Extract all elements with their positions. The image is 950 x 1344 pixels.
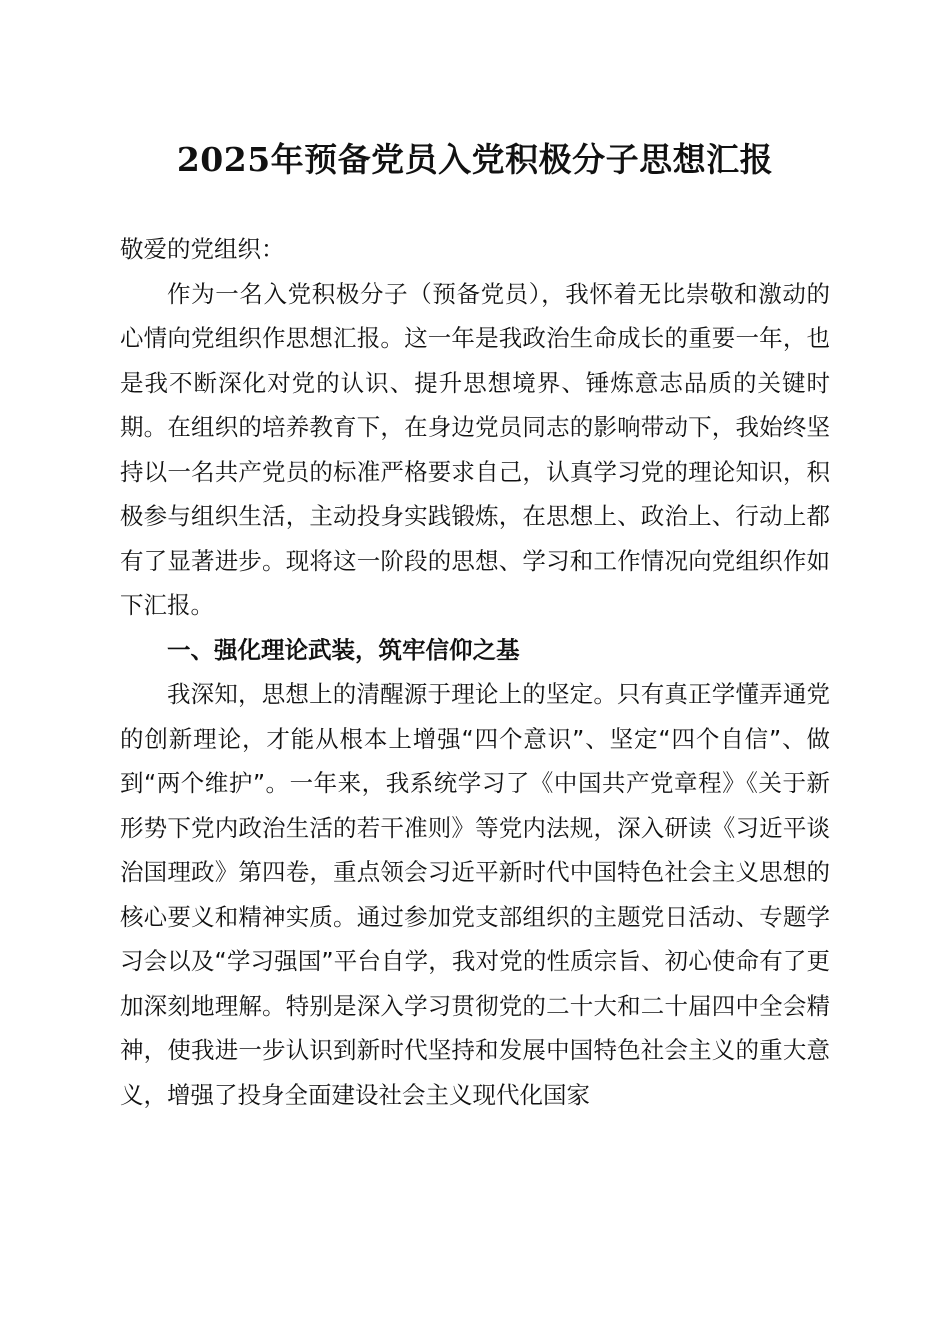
salutation: 敬爱的党组织： [120, 235, 285, 263]
section-heading-1: 一、强化理论武装，筑牢信仰之基 [167, 635, 520, 664]
document-title: 2025年预备党员入党积极分子思想汇报 [176, 140, 774, 179]
paragraph-theory: 我深知，思想上的清醒源于理论上的坚定。只有真正学懂弄通党的创新理论，才能从根本上增强“四个意识”、坚定“四个自信”、做到“两个维护”。一年来，我系统学习了《中国共产党章程》《关于新形势下党内政治生活的若干准则》等党内法规，深入研读《习近平谈治国理政》第四卷，重点领会习近平新时代中国特色社会主义思想的核心要义和精神实质。通过参加党支部组织的主题党日活动、专题学习会以及“学习强国”平台自学，我对党的性质宗旨、初心使命有了更加深刻地理解。特别是深入学习贯彻党的二十大和二十届四中全会精神，使我进一步认识到新时代坚持和发展中国特色社会主义的重大意义，增强了投身全面建设社会主义现代化国家 [120, 680, 830, 1109]
document-body [120, 227, 830, 1117]
paragraph-intro: 作为一名入党积极分子（预备党员），我怀着无比崇敬和激动的心情向党组织作思想汇报。这一年是我政治生命成长的重要一年，也是我不断深化对党的认识、提升思想境界、锤炼意志品质的关键时期。在组织的培养教育下，在身边党员同志的影响带动下，我始终坚持以一名共产党员的标准严格要求自己，认真学习党的理论知识，积极参与组织生活，主动投身实践锻炼，在思想上、政治上、行动上都有了显著进步。现将这一阶段的思想、学习和工作情况向党组织作如下汇报。 [120, 279, 830, 619]
